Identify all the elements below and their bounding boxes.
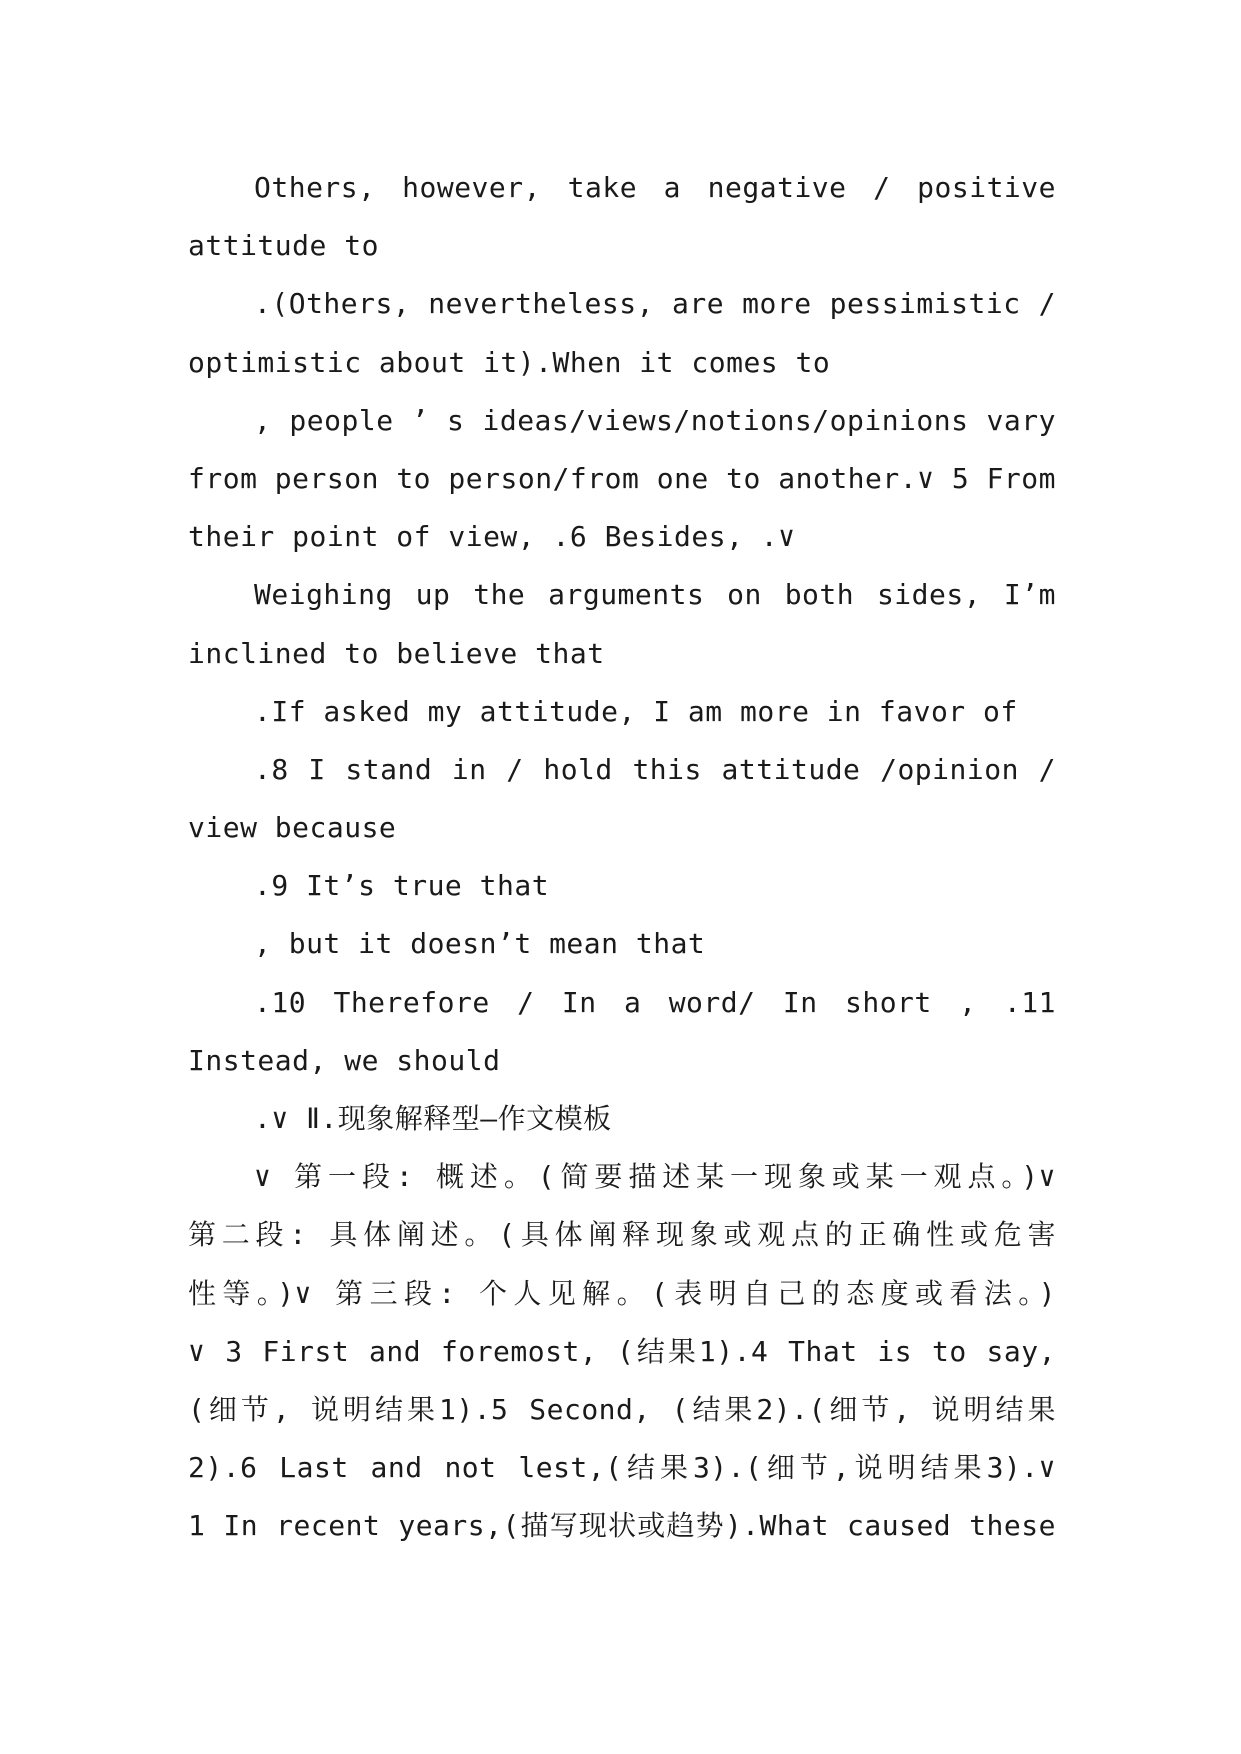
text-line: 1 In recent years,(描写现状或趋势).What caused these — [188, 1509, 1056, 1543]
text-line: , people ’ s ideas/views/notions/opinions vary — [254, 403, 1056, 437]
text-line: from person to person/from one to another.∨ 5 From — [188, 461, 1056, 495]
text-line: .(Others, nevertheless, are more pessimistic / — [254, 287, 1056, 321]
section-heading-line: .∨ Ⅱ.现象解释型—作文模板 — [254, 1102, 612, 1135]
text-line: view because — [188, 811, 397, 845]
text-line: .8 I stand in / hold this attitude /opinion / — [254, 752, 1056, 786]
text-line: inclined to believe that — [188, 636, 605, 670]
text-line: 第二段: 具体阐述。(具体阐释现象或观点的正确性或危害 — [188, 1218, 1056, 1252]
text-line: their point of view, .6 Besides, .∨ — [188, 520, 796, 554]
text-line: .If asked my attitude, I am more in favor of — [254, 694, 1018, 728]
text-line: .9 It’s true that — [254, 869, 550, 903]
text-line: , but it doesn’t mean that — [254, 927, 706, 961]
text-line: Instead, we should — [188, 1043, 501, 1077]
text-line: 2).6 Last and not lest,(结果3).(细节,说明结果3).∨ — [188, 1451, 1056, 1485]
text-line: .10 Therefore / In a word/ In short , .11 — [254, 985, 1056, 1019]
text-line: ∨ 3 First and foremost, (结果1).4 That is to say, — [188, 1334, 1056, 1368]
document-body — [188, 159, 1056, 1556]
text-line: attitude to — [188, 229, 379, 263]
text-line: optimistic about it).When it comes to — [188, 345, 831, 379]
text-line: (细节, 说明结果1).5 Second, (结果2).(细节, 说明结果 — [188, 1392, 1056, 1426]
text-line: Others, however, take a negative / positive — [254, 171, 1056, 204]
text-line: ∨ 第一段: 概述。(简要描述某一现象或某一观点。)∨ — [254, 1160, 1056, 1194]
text-line: Weighing up the arguments on both sides, I’m — [254, 578, 1056, 612]
text-line: 性等。)∨ 第三段: 个人见解。(表明自己的态度或看法。) — [188, 1276, 1056, 1310]
